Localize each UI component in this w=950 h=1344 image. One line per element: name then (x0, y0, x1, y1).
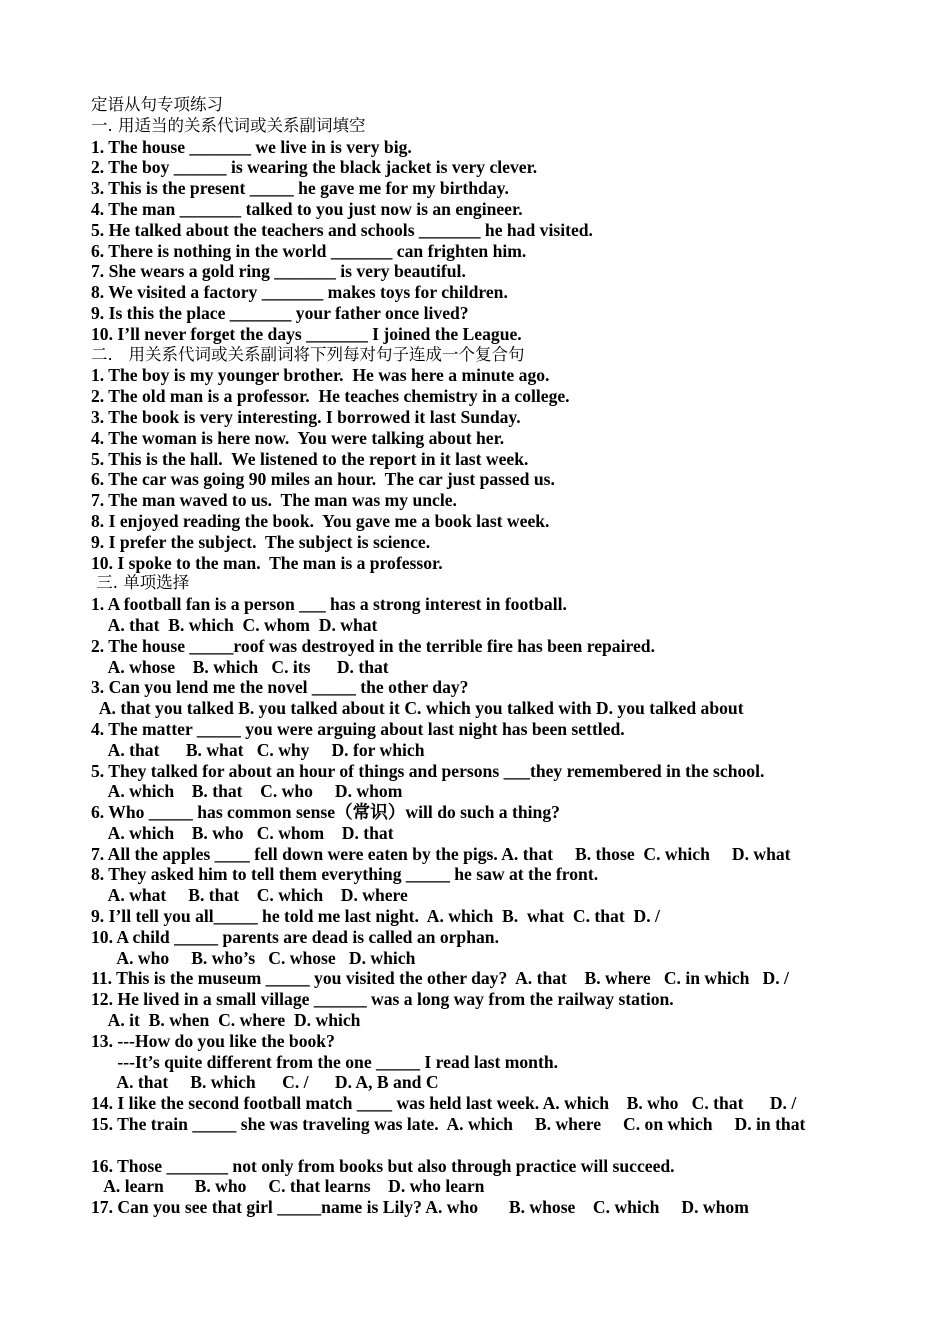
exercise-item: 10. I spoke to the man. The man is a professor. (91, 552, 443, 573)
section-3-heading: 三. 单项选择 (91, 573, 190, 593)
question-line: 14. I like the second football match ____ was held last week. A. which B. who C. that D. / (91, 1093, 797, 1114)
exercise-item: 1. The boy is my younger brother. He was here a minute ago. (91, 365, 550, 386)
section-2-heading: 二. 用关系代词或关系副词将下列每对句子连成一个复合句 (91, 344, 525, 364)
question-line: A. who B. who’s C. whose D. which (91, 947, 416, 968)
question-line: A. that B. which C. / D. A, B and C (91, 1072, 439, 1093)
exercise-item: 3. This is the present _____ he gave me for my birthday. (91, 178, 509, 199)
exercise-item: 1. The house _______ we live in is very big. (91, 136, 412, 157)
question-line: A. learn B. who C. that learns D. who learn (91, 1176, 485, 1197)
exercise-item: 4. The man _______ talked to you just now is an engineer. (91, 198, 523, 219)
section-1-heading: 一. 用适当的关系代词或关系副词填空 (91, 115, 366, 135)
exercise-item: 7. She wears a gold ring _______ is very beautiful. (91, 261, 466, 282)
worksheet (91, 95, 891, 1218)
exercise-item: 6. There is nothing in the world _______ can frighten him. (91, 240, 527, 261)
question-line: 7. All the apples ____ fell down were eaten by the pigs. A. that B. those C. which D. what (91, 843, 791, 864)
question-line: A. it B. when C. where D. which (91, 1010, 361, 1031)
question-line: 17. Can you see that girl _____name is Lily? A. who B. whose C. which D. whom (91, 1197, 749, 1218)
exercise-item: 2. The old man is a professor. He teaches chemistry in a college. (91, 386, 570, 407)
question-line: A. that B. which C. whom D. what (91, 614, 378, 635)
question-line: ---It’s quite different from the one _____ I read last month. (91, 1051, 559, 1072)
question-line: 16. Those _______ not only from books but also through practice will succeed. (91, 1155, 675, 1176)
exercise-item: 6. The car was going 90 miles an hour. The car just passed us. (91, 469, 555, 490)
page-title: 定语从句专项练习 (91, 95, 223, 114)
question-line: 5. They talked for about an hour of things and persons ___they remembered in the school. (91, 760, 765, 781)
exercise-item: 3. The book is very interesting. I borrowed it last Sunday. (91, 406, 521, 427)
question-line: A. which B. who C. whom D. that (91, 822, 394, 843)
question-line: A. that you talked B. you talked about it C. which you talked with D. you talked about (91, 698, 744, 719)
question-line: 10. A child _____ parents are dead is called an orphan. (91, 926, 499, 947)
question-line: 9. I’ll tell you all_____ he told me last night. A. which B. what C. that D. / (91, 906, 660, 927)
question-line: 3. Can you lend me the novel _____ the other day? (91, 677, 469, 698)
question-line: A. that B. what C. why D. for which (91, 739, 425, 760)
exercise-item: 9. Is this the place _______ your father once lived? (91, 302, 469, 323)
question-line: 13. ---How do you like the book? (91, 1030, 335, 1051)
exercise-item: 9. I prefer the subject. The subject is science. (91, 531, 431, 552)
section-2-list (91, 365, 891, 573)
exercise-item: 5. He talked about the teachers and schools _______ he had visited. (91, 219, 593, 240)
question-line: 8. They asked him to tell them everything _____ he saw at the front. (91, 864, 599, 885)
exercise-item: 2. The boy ______ is wearing the black jacket is very clever. (91, 157, 538, 178)
exercise-item: 4. The woman is here now. You were talking about her. (91, 427, 505, 448)
section-3-list (91, 594, 891, 1218)
question-line: 6. Who _____ has common sense（常识）will do such a thing? (91, 802, 560, 823)
question-line: 4. The matter _____ you were arguing about last night has been settled. (91, 718, 625, 739)
question-line: 15. The train _____ she was traveling was late. A. which B. where C. on which D. in that (91, 1114, 806, 1135)
exercise-item: 10. I’ll never forget the days _______ I joined the League. (91, 323, 522, 344)
question-line: 12. He lived in a small village ______ was a long way from the railway station. (91, 989, 674, 1010)
exercise-item: 5. This is the hall. We listened to the report in it last week. (91, 448, 529, 469)
question-line: A. which B. that C. who D. whom (91, 781, 403, 802)
section-1-list (91, 137, 891, 345)
exercise-item: 8. I enjoyed reading the book. You gave me a book last week. (91, 510, 550, 531)
question-line: 1. A football fan is a person ___ has a strong interest in football. (91, 594, 567, 615)
exercise-item: 7. The man waved to us. The man was my uncle. (91, 490, 457, 511)
question-line: 11. This is the museum _____ you visited the other day? A. that B. where C. in which D. / (91, 968, 789, 989)
question-line: A. whose B. which C. its D. that (91, 656, 389, 677)
question-line: A. what B. that C. which D. where (91, 885, 408, 906)
exercise-item: 8. We visited a factory _______ makes toys for children. (91, 282, 508, 303)
question-line: 2. The house _____roof was destroyed in the terrible fire has been repaired. (91, 635, 655, 656)
question-line (91, 1135, 891, 1156)
